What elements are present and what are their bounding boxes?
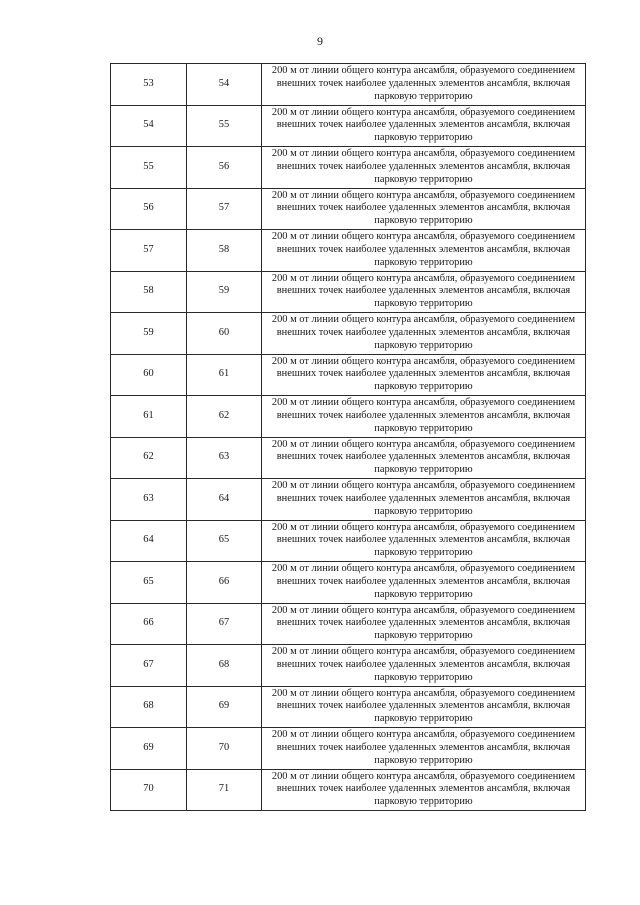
point-from-cell: 53	[111, 64, 187, 106]
table-row	[111, 728, 586, 770]
table-row	[111, 686, 586, 728]
description-cell: 200 м от линии общего контура ансамбля, образуемого соединением внешних точек наиболее удаленных элементов ансамбля, включая парковую территорию	[262, 230, 586, 272]
point-to-cell: 54	[187, 64, 262, 106]
description-cell: 200 м от линии общего контура ансамбля, образуемого соединением внешних точек наиболее удаленных элементов ансамбля, включая парковую территорию	[262, 188, 586, 230]
point-from-cell: 60	[111, 354, 187, 396]
table-row	[111, 479, 586, 521]
table-row	[111, 230, 586, 272]
description-cell: 200 м от линии общего контура ансамбля, образуемого соединением внешних точек наиболее удаленных элементов ансамбля, включая парковую территорию	[262, 645, 586, 687]
point-from-cell: 58	[111, 271, 187, 313]
point-from-cell: 67	[111, 645, 187, 687]
point-to-cell: 70	[187, 728, 262, 770]
point-to-cell: 56	[187, 147, 262, 189]
table-row	[111, 437, 586, 479]
table-row	[111, 188, 586, 230]
point-from-cell: 69	[111, 728, 187, 770]
description-cell: 200 м от линии общего контура ансамбля, образуемого соединением внешних точек наиболее удаленных элементов ансамбля, включая парковую территорию	[262, 396, 586, 438]
point-from-cell: 63	[111, 479, 187, 521]
table-row	[111, 769, 586, 811]
page-number: 9	[317, 34, 323, 48]
table-row	[111, 271, 586, 313]
description-cell: 200 м от линии общего контура ансамбля, образуемого соединением внешних точек наиболее удаленных элементов ансамбля, включая парковую территорию	[262, 769, 586, 811]
table-row	[111, 562, 586, 604]
point-to-cell: 55	[187, 105, 262, 147]
boundary-table-body	[111, 64, 586, 811]
table-row	[111, 396, 586, 438]
table-row	[111, 105, 586, 147]
point-from-cell: 56	[111, 188, 187, 230]
point-to-cell: 61	[187, 354, 262, 396]
description-cell: 200 м от линии общего контура ансамбля, образуемого соединением внешних точек наиболее удаленных элементов ансамбля, включая парковую территорию	[262, 271, 586, 313]
description-cell: 200 м от линии общего контура ансамбля, образуемого соединением внешних точек наиболее удаленных элементов ансамбля, включая парковую территорию	[262, 313, 586, 355]
description-cell: 200 м от линии общего контура ансамбля, образуемого соединением внешних точек наиболее удаленных элементов ансамбля, включая парковую территорию	[262, 437, 586, 479]
point-from-cell: 62	[111, 437, 187, 479]
point-from-cell: 61	[111, 396, 187, 438]
point-to-cell: 60	[187, 313, 262, 355]
description-cell: 200 м от линии общего контура ансамбля, образуемого соединением внешних точек наиболее удаленных элементов ансамбля, включая парковую территорию	[262, 686, 586, 728]
point-from-cell: 64	[111, 520, 187, 562]
description-cell: 200 м от линии общего контура ансамбля, образуемого соединением внешних точек наиболее удаленных элементов ансамбля, включая парковую территорию	[262, 354, 586, 396]
point-to-cell: 63	[187, 437, 262, 479]
point-to-cell: 66	[187, 562, 262, 604]
point-from-cell: 55	[111, 147, 187, 189]
boundary-table	[110, 63, 586, 811]
table-row	[111, 64, 586, 106]
description-cell: 200 м от линии общего контура ансамбля, образуемого соединением внешних точек наиболее удаленных элементов ансамбля, включая парковую территорию	[262, 479, 586, 521]
point-to-cell: 62	[187, 396, 262, 438]
description-cell: 200 м от линии общего контура ансамбля, образуемого соединением внешних точек наиболее удаленных элементов ансамбля, включая парковую территорию	[262, 728, 586, 770]
table-row	[111, 645, 586, 687]
point-to-cell: 71	[187, 769, 262, 811]
table-row	[111, 520, 586, 562]
description-cell: 200 м от линии общего контура ансамбля, образуемого соединением внешних точек наиболее удаленных элементов ансамбля, включая парковую территорию	[262, 105, 586, 147]
point-from-cell: 66	[111, 603, 187, 645]
point-from-cell: 57	[111, 230, 187, 272]
point-to-cell: 59	[187, 271, 262, 313]
description-cell: 200 м от линии общего контура ансамбля, образуемого соединением внешних точек наиболее удаленных элементов ансамбля, включая парковую территорию	[262, 64, 586, 106]
description-cell: 200 м от линии общего контура ансамбля, образуемого соединением внешних точек наиболее удаленных элементов ансамбля, включая парковую территорию	[262, 147, 586, 189]
point-to-cell: 58	[187, 230, 262, 272]
point-from-cell: 54	[111, 105, 187, 147]
point-to-cell: 67	[187, 603, 262, 645]
point-to-cell: 68	[187, 645, 262, 687]
table-row	[111, 313, 586, 355]
point-from-cell: 70	[111, 769, 187, 811]
point-from-cell: 65	[111, 562, 187, 604]
description-cell: 200 м от линии общего контура ансамбля, образуемого соединением внешних точек наиболее удаленных элементов ансамбля, включая парковую территорию	[262, 603, 586, 645]
point-from-cell: 68	[111, 686, 187, 728]
point-to-cell: 57	[187, 188, 262, 230]
table-row	[111, 603, 586, 645]
table-row	[111, 147, 586, 189]
description-cell: 200 м от линии общего контура ансамбля, образуемого соединением внешних точек наиболее удаленных элементов ансамбля, включая парковую территорию	[262, 520, 586, 562]
description-cell: 200 м от линии общего контура ансамбля, образуемого соединением внешних точек наиболее удаленных элементов ансамбля, включая парковую территорию	[262, 562, 586, 604]
point-to-cell: 64	[187, 479, 262, 521]
table-row	[111, 354, 586, 396]
point-to-cell: 65	[187, 520, 262, 562]
point-to-cell: 69	[187, 686, 262, 728]
point-from-cell: 59	[111, 313, 187, 355]
